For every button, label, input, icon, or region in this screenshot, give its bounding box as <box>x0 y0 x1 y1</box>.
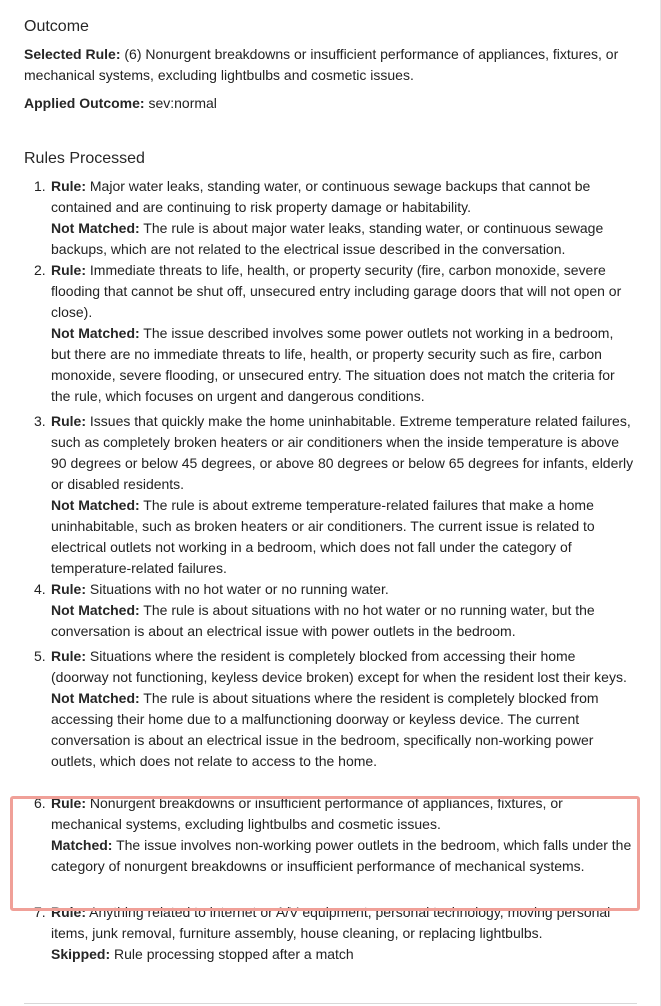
rule-item <box>24 646 636 789</box>
rule-text: Rule: Nonurgent breakdowns or insufficient performance of appliances, fixtures, or mechanical systems, excluding lightbulbs and cosmetic issues. <box>51 795 563 832</box>
rule-status: Not Matched: The issue described involves some power outlets not working in a bedroom, but there are no immediate threats to life, health, or property security such as fire, carbon monoxide, severe flooding, or unsecured entry. The situation does not match the criteria for the rule, which focuses on urgent and dangerous conditions. <box>51 325 615 404</box>
rule-status: Matched: The issue involves non-working power outlets in the bedroom, which falls under the category of nonurgent breakdowns or insufficient performance of mechanical systems. <box>51 837 632 874</box>
rule-item-matched <box>24 793 636 898</box>
rule-text: Rule: Anything related to internet or A/V equipment, personal technology, moving personal items, junk removal, furniture assembly, house cleaning, or replacing lightbulbs. <box>51 904 611 941</box>
rules-list <box>24 176 636 969</box>
applied-outcome <box>24 93 639 114</box>
selected-rule-label: Selected Rule: <box>24 46 121 62</box>
rule-status: Not Matched: The rule is about situations with no hot water or no running water, but the conversation is about an electrical issue with power outlets in the bedroom. <box>51 602 595 639</box>
rule-number: 1. <box>34 178 46 194</box>
rule-status-label: Not Matched: <box>51 497 140 513</box>
rule-status: Skipped: Rule processing stopped after a match <box>51 946 354 962</box>
rule-number: 6. <box>34 795 46 811</box>
rule-text: Rule: Major water leaks, standing water, or continuous sewage backups that cannot be contained and are continuing to risk property damage or habitability. <box>51 178 591 215</box>
rule-number: 5. <box>34 648 46 664</box>
applied-outcome-value: sev:normal <box>144 95 217 111</box>
rule-status-label: Not Matched: <box>51 325 140 341</box>
rule-label: Rule: <box>51 904 86 920</box>
rule-status-label: Not Matched: <box>51 220 140 236</box>
outcome-heading: Outcome <box>24 18 89 35</box>
rule-label: Rule: <box>51 262 86 278</box>
rule-label: Rule: <box>51 413 86 429</box>
rule-item <box>24 902 636 965</box>
rule-status: Not Matched: The rule is about major water leaks, standing water, or continuous sewage backups, which are not related to the electrical issue described in the conversation. <box>51 220 604 257</box>
rule-item <box>24 176 636 256</box>
rule-number: 7. <box>34 904 46 920</box>
rule-number: 3. <box>34 413 46 429</box>
rule-status: Not Matched: The rule is about extreme temperature-related failures that make a home uninhabitable, such as broken heaters or air conditioners. The current issue is related to electrical outlets not working in a bedroom, which does not fall under the category of temperature-related failures. <box>51 497 595 576</box>
rule-number: 2. <box>34 262 46 278</box>
rule-label: Rule: <box>51 178 86 194</box>
rule-number: 4. <box>34 581 46 597</box>
rule-status-label: Not Matched: <box>51 690 140 706</box>
rule-label: Rule: <box>51 795 86 811</box>
rule-status-label: Not Matched: <box>51 602 140 618</box>
rule-label: Rule: <box>51 581 86 597</box>
rule-status-label: Skipped: <box>51 946 111 962</box>
section-divider <box>24 1003 637 1004</box>
rule-text: Rule: Immediate threats to life, health, or property security (fire, carbon monoxide, severe flooding that cannot be shut off, unsecured entry including garage doors that will not open or close). <box>51 262 622 320</box>
selected-rule-text: (6) Nonurgent breakdowns or insufficient performance of appliances, fixtures, or mechanical systems, excluding lightbulbs and cosmetic issues. <box>24 46 619 83</box>
rule-item <box>24 411 636 575</box>
rules-processed-heading: Rules Processed <box>24 150 145 167</box>
rule-label: Rule: <box>51 648 86 664</box>
rule-status-label: Matched: <box>51 837 113 853</box>
rule-status: Not Matched: The rule is about situations where the resident is completely blocked from accessing their home due to a malfunctioning doorway or keyless device. The current conversation is about an electrical issue in the bedroom, specifically non-working power outlets, which does not relate to access to the home. <box>51 690 599 769</box>
rule-item <box>24 260 636 407</box>
rule-text: Rule: Issues that quickly make the home uninhabitable. Extreme temperature related failures, such as completely broken heaters or air conditioners when the inside temperature is above 90 degrees or below 45 degrees, or above 80 degrees or below 65 degrees for infants, elderly or disabled residents. <box>51 413 634 492</box>
selected-rule <box>24 44 639 86</box>
rule-item <box>24 579 636 642</box>
applied-outcome-label: Applied Outcome: <box>24 95 145 111</box>
rule-text: Rule: Situations with no hot water or no running water. <box>51 581 389 597</box>
rule-text: Rule: Situations where the resident is completely blocked from accessing their home (doorway not functioning, keyless device broken) except for when the resident lost their keys. <box>51 648 627 685</box>
